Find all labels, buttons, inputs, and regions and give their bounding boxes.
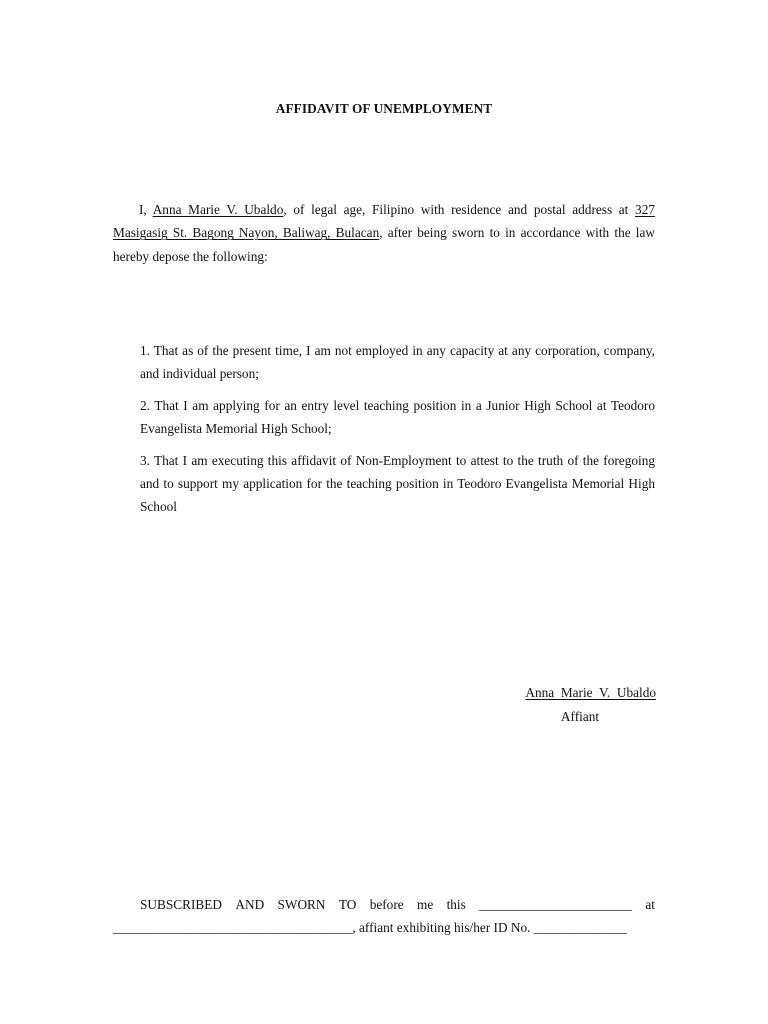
- jurat-block: [113, 893, 655, 939]
- jurat-word: SWORN: [277, 897, 326, 912]
- date-blank: _______________________: [479, 897, 633, 912]
- jurat-word: at: [645, 897, 655, 912]
- affiant-address: 327 Masigasig St. Bagong Nayon, Baliwag, Bulacan: [113, 202, 655, 241]
- intro-middle: , of legal age, Filipino with residence and postal address at: [283, 202, 636, 217]
- jurat-line-1: [113, 893, 655, 916]
- jurat-word: TO: [338, 897, 357, 912]
- jurat-line-2: ____________________________________, affiant exhibiting his/her ID No. ______________: [113, 920, 627, 935]
- intro-suffix: , after being sworn to in accordance with the law hereby depose the following:: [113, 225, 655, 264]
- document-title: AFFIDAVIT OF UNEMPLOYMENT: [275, 101, 493, 116]
- jurat-word: this: [446, 897, 466, 912]
- deposition-list: [140, 339, 655, 527]
- list-item: 2. That I am applying for an entry level teaching position in a Junior High School at Teodoro Evangelista Memorial High School;: [140, 398, 655, 436]
- affiant-name: Anna Marie V. Ubaldo: [152, 202, 284, 217]
- jurat-word: AND: [235, 897, 265, 912]
- signature-name: Anna Marie V. Ubaldo: [525, 685, 656, 700]
- intro-prefix: I,: [139, 202, 153, 217]
- intro-paragraph: [113, 198, 655, 268]
- signature-block: [460, 681, 656, 729]
- signature-role: Affiant: [560, 709, 600, 724]
- jurat-word: me: [416, 897, 434, 912]
- jurat-word: before: [369, 897, 404, 912]
- list-item: 1. That as of the present time, I am not employed in any capacity at any corporation, company, and individual person;: [140, 343, 655, 381]
- jurat-word: SUBSCRIBED: [140, 897, 223, 912]
- list-item: 3. That I am executing this affidavit of Non-Employment to attest to the truth of the foregoing and to support my application for the teaching position in Teodoro Evangelista Memorial High School: [140, 453, 655, 514]
